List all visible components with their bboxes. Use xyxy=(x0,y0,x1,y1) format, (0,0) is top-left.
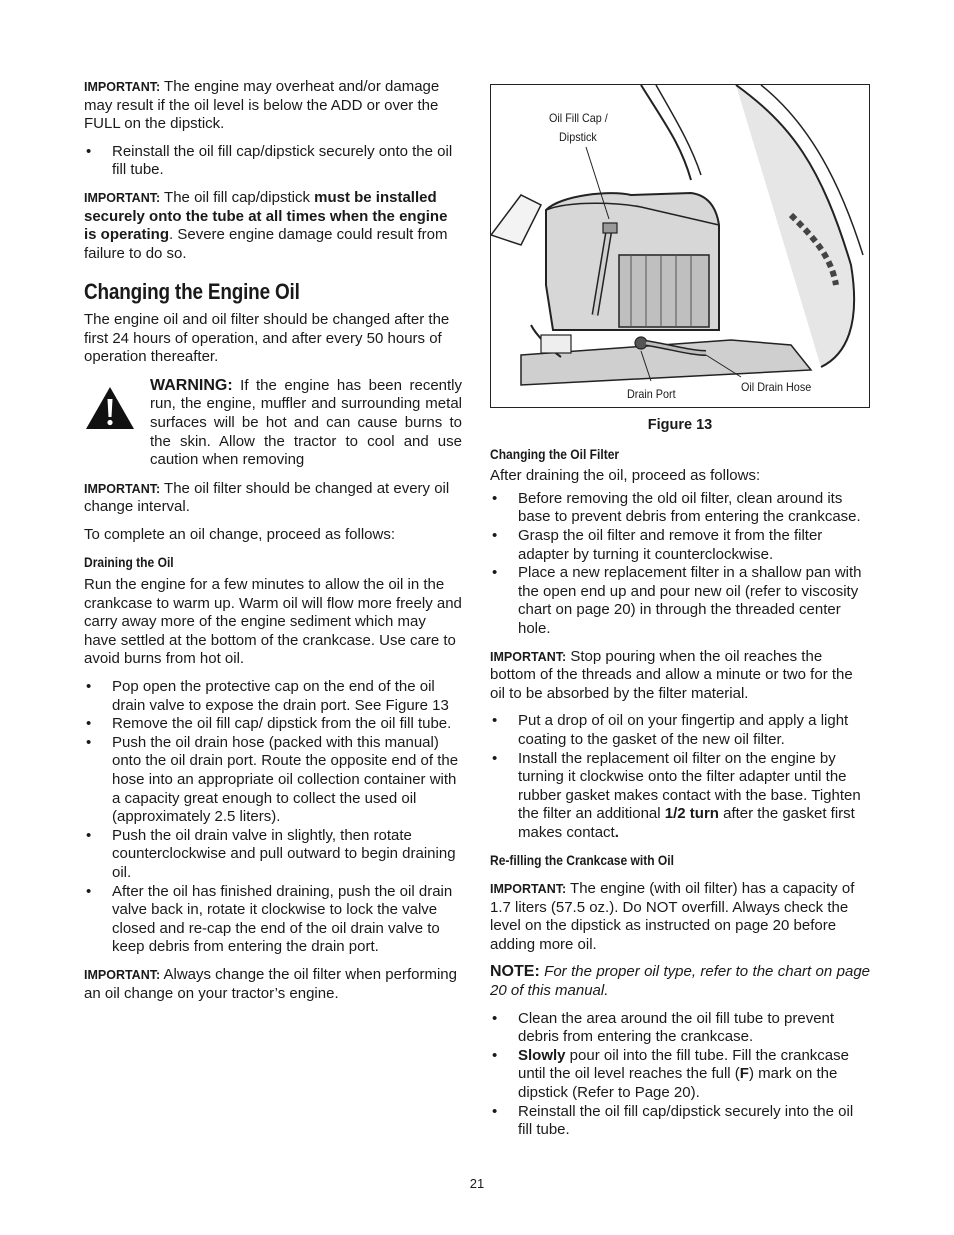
important-note-capacity: IMPORTANT: The engine (with oil filter) has a capacity of 1.7 liters (57.5 oz.). Do NOT overfill. Always check the level on the dipstick as instructed on page 20 before adding more oil. xyxy=(490,880,855,953)
list-item: • Remove the oil fill cap/ dipstick from the oil fill tube. xyxy=(84,715,462,734)
draining-intro: Run the engine for a few minutes to allow the oil in the crankcase to warm up. Warm oil will flow more freely and carry away more of the engine sediment which may have settled at the bottom of the crankcase. Use care to avoid burns from hot oil. xyxy=(84,576,462,668)
list-item: • Reinstall the oil fill cap/dipstick securely onto the oil fill tube. xyxy=(84,143,462,180)
label-drain-port: Drain Port xyxy=(627,387,676,401)
engine-illustration xyxy=(491,85,868,406)
warning-triangle-icon xyxy=(84,377,150,470)
important-note-filter: IMPORTANT: The oil filter should be changed at every oil change interval. xyxy=(84,479,450,516)
list-item: • Before removing the old oil filter, clean around its base to prevent debris from entering the crankcase. xyxy=(490,490,870,527)
reinstall-list xyxy=(84,143,462,180)
list-item: • Place a new replacement filter in a shallow pan with the open end up and pour new oil (refer to viscosity chart on page 20) in through the threaded center hole. xyxy=(490,564,870,638)
important-note-dipstick: IMPORTANT: The oil fill cap/dipstick must be installed securely onto the tube at all times when the engine is operating. Severe engine damage could result from failure to do so. xyxy=(84,188,448,262)
filter-steps-list xyxy=(490,490,870,639)
intro-paragraph: The engine oil and oil filter should be changed after the first 24 hours of operation, and after every 50 hours of operation thereafter. xyxy=(84,310,450,366)
refill-steps-list xyxy=(490,1010,870,1140)
draining-steps-list xyxy=(84,678,462,957)
list-item: • Pop open the protective cap on the end of the oil drain valve to expose the drain port. See Figure 13 xyxy=(84,678,462,715)
right-column xyxy=(490,84,870,1149)
list-item: • Push the oil drain hose (packed with this manual) onto the oil drain port. Route the opposite end of the hose into an appropriate oil collection container with a capacity great enough to collect the used oil (approximately 2.5 liters). xyxy=(84,734,462,827)
filter-steps-list-2 xyxy=(490,712,870,842)
list-item: • Slowly pour oil into the fill tube. Fill the crankcase until the oil level reaches the full (F) mark on the dipstick (Refer to Page 20). xyxy=(490,1047,870,1103)
label-dipstick: Dipstick xyxy=(559,130,597,144)
engine-figure xyxy=(490,84,870,408)
subheading-draining: Draining the Oil xyxy=(84,554,174,571)
label-oil-fill-cap: Oil Fill Cap / xyxy=(549,111,608,125)
important-note-stop-pouring: IMPORTANT: Stop pouring when the oil reaches the bottom of the threads and allow a minute or two for the oil to be absorbed by the filter material. xyxy=(490,647,853,702)
label-oil-drain-hose: Oil Drain Hose xyxy=(741,380,812,394)
note-oil-type: NOTE: For the proper oil type, refer to the chart on page 20 of this manual. xyxy=(490,963,870,1000)
list-item: • Install the replacement oil filter on the engine by turning it clockwise onto the filter adapter until the rubber gasket makes contact with the base. Tighten the filter an additional 1/2 turn after the gasket first makes contact. xyxy=(490,750,870,843)
section-heading: Changing the Engine Oil xyxy=(84,279,300,305)
subheading-refilling: Re-filling the Crankcase with Oil xyxy=(490,852,674,869)
subheading-changing-filter: Changing the Oil Filter xyxy=(490,445,620,462)
left-column xyxy=(84,78,462,1012)
list-item: • After the oil has finished draining, push the oil drain valve back in, rotate it clockwise to lock the valve closed and re-cap the end of the oil drain valve to keep debris from entering the drain port. xyxy=(84,883,462,957)
list-item: • Grasp the oil filter and remove it from the filter adapter by turning it counterclockwise. xyxy=(490,527,870,564)
figure-caption: Figure 13 xyxy=(647,417,713,433)
important-note-always-change: IMPORTANT: Always change the oil filter when performing an oil change on your tractor’s engine. xyxy=(84,965,457,1002)
filter-intro: After draining the oil, proceed as follows: xyxy=(490,467,761,485)
list-item: • Push the oil drain valve in slightly, then rotate counterclockwise and pull outward to begin draining oil. xyxy=(84,827,462,883)
procedure-intro: To complete an oil change, proceed as follows: xyxy=(84,525,396,543)
list-item: • Reinstall the oil fill cap/dipstick securely into the oil fill tube. xyxy=(490,1103,870,1140)
important-note-oil-level: IMPORTANT: The engine may overheat and/or damage may result if the oil level is below the ADD or over the FULL on the dipstick. xyxy=(84,78,440,133)
list-item: • Put a drop of oil on your fingertip and apply a light coating to the gasket of the new oil filter. xyxy=(490,712,870,749)
list-item: • Clean the area around the oil fill tube to prevent debris from entering the crankcase. xyxy=(490,1010,870,1047)
page-number: 21 xyxy=(469,1176,485,1191)
warning-block: WARNING: If the engine has been recently run, the engine, muffler and surrounding metal surfaces will be hot and can cause burns to the skin. Allow the tractor to cool and use caution when removing xyxy=(84,377,462,470)
